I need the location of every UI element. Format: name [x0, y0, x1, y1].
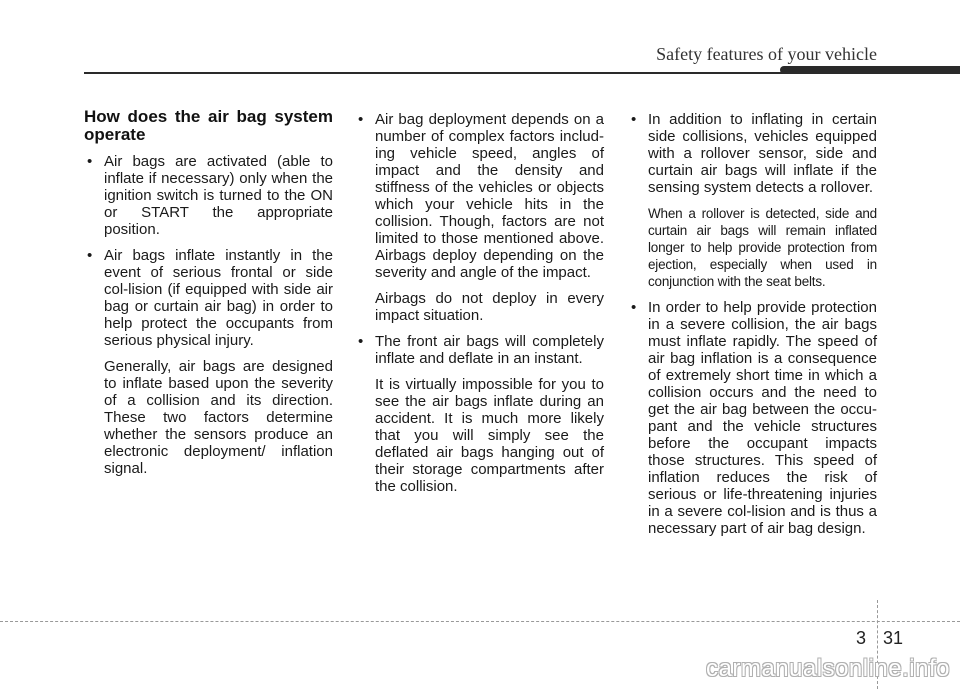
bullet-icon: •	[631, 299, 637, 316]
footer-rule	[0, 621, 960, 622]
list-item-text: Air bags inflate instantly in the event of serious frontal or side col-lision (if equipped with side air bag or curtain air bag) in order to help protect the occupants from serious physical injury.	[104, 247, 333, 349]
column-2	[355, 111, 604, 504]
bullet-icon: •	[358, 111, 364, 128]
column-1	[84, 108, 333, 486]
bullet-icon: •	[87, 247, 93, 264]
paragraph: Airbags do not deploy in every impact situation.	[375, 290, 604, 324]
bullet-icon: •	[631, 111, 637, 128]
paragraph: It is virtually impossible for you to see the air bags inflate during an accident. It is much more likely that you will simply see the deflated air bags hanging out of their storage compartments after the collision.	[375, 376, 604, 495]
list-item-text: In order to help provide protection in a severe collision, the air bags must inflate rapidly. The speed of air bag inflation is a consequence of extremely short time in which a collision occurs and the need to get the air bag between the occu-pant and the vehicle structures before the occupant impacts those structures. This speed of inflation reduces the risk of serious or life-threatening injuries in a severe col-lision and is thus a necessary part of air bag design.	[648, 299, 877, 537]
bullet-icon: •	[87, 153, 93, 170]
paragraph: Generally, air bags are designed to inflate based upon the severity of a collision and its direction. These two factors determine whether the sensors produce an electronic deployment/ inflation signal.	[104, 358, 333, 477]
bullet-icon: •	[358, 333, 364, 350]
page-number: 31	[883, 628, 904, 648]
list-item	[628, 299, 877, 537]
section-title: Safety features of your vehicle	[656, 44, 877, 64]
list-item	[355, 111, 604, 281]
list-item-text: Air bag deployment depends on a number of complex factors includ-ing vehicle speed, angles of impact and the density and stiffness of the vehicles or objects which your vehicle hits in the collision. Though, factors are not limited to those mentioned above. Airbags deploy depending on the severity and angle of the impact.	[375, 111, 604, 281]
watermark-text: carmanualsonline.info	[706, 655, 950, 682]
section-heading: How does the air bag system operate	[84, 107, 333, 144]
list-item	[84, 153, 333, 238]
list-item-text: In addition to inflating in certain side collisions, vehicles equipped with a rollover sensor, side and curtain air bags will inflate if the sensing system detects a rollover.	[648, 111, 877, 196]
column-3	[628, 111, 877, 546]
list-item	[628, 111, 877, 196]
list-item	[84, 247, 333, 349]
paragraph: When a rollover is detected, side and curtain air bags will remain inflated longer to help provide protection from ejection, especially when used in conjunction with the seat belts.	[648, 206, 877, 289]
list-item	[355, 333, 604, 367]
list-item-text: The front air bags will completely inflate and deflate in an instant.	[375, 333, 604, 367]
list-item-text: Air bags are activated (able to inflate if necessary) only when the ignition switch is turned to the ON or START the appropriate position.	[104, 153, 333, 238]
chapter-number: 3	[856, 628, 867, 648]
header-rule-tab	[780, 66, 960, 74]
header-rule	[84, 72, 784, 74]
